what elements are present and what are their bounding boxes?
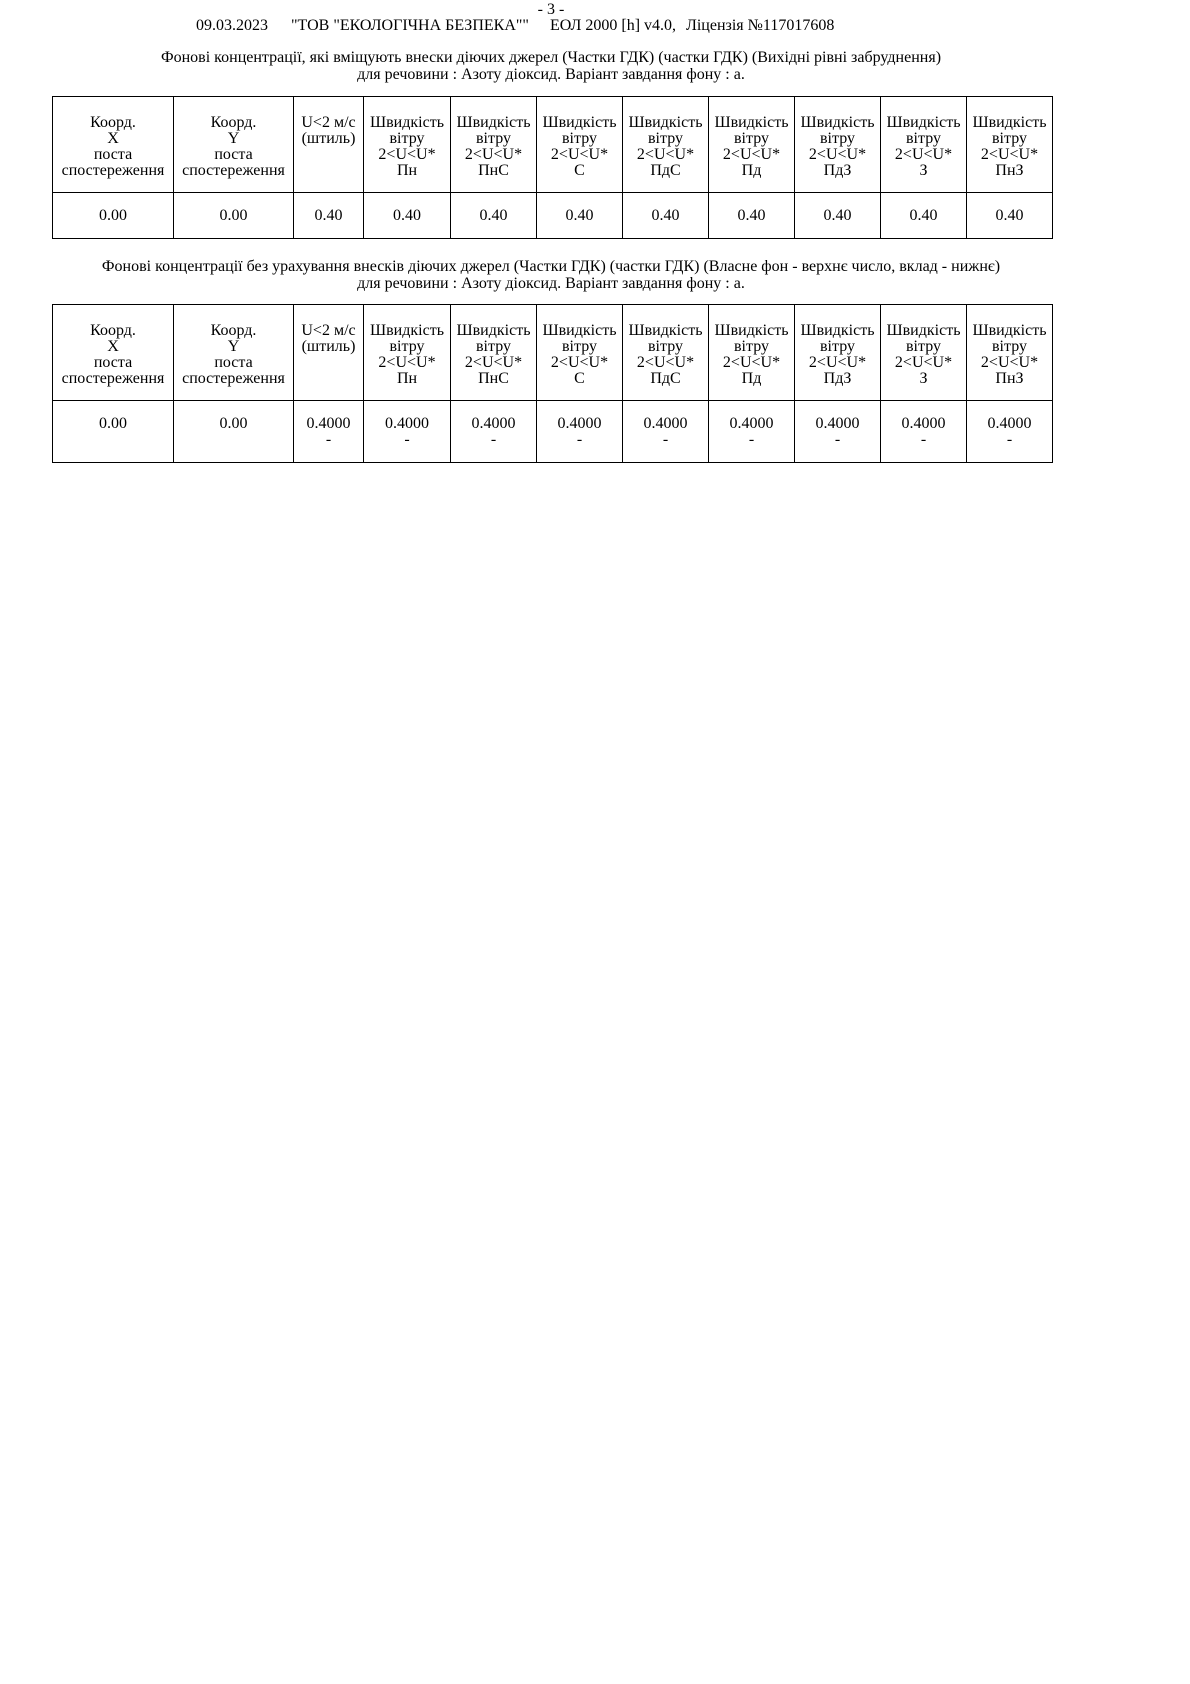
column-header-line: 2<U<U* [636, 354, 695, 371]
table-cell [451, 193, 537, 239]
table-cell [53, 193, 174, 239]
table-cell [623, 401, 709, 463]
table-row [53, 193, 1053, 239]
column-header-line: 2<U<U* [894, 354, 953, 371]
column-header-line: поста [214, 146, 253, 163]
column-header-line: спостереження [182, 162, 285, 179]
table-background-only [52, 304, 1053, 463]
cell-value: - [920, 431, 927, 448]
table-with-sources [52, 96, 1053, 239]
column-header-line: ПдЗ [823, 370, 852, 387]
cell-value: 0.4000 [643, 415, 688, 432]
column-header [451, 305, 537, 401]
cell-value: 0.4000 [557, 415, 602, 432]
column-header [294, 305, 364, 401]
column-header-line: Швидкість [714, 114, 789, 131]
cell-value: - [404, 431, 410, 448]
cell-value: 0.40 [651, 207, 680, 224]
report-date: 09.03.2023 [196, 17, 268, 34]
table-cell [174, 193, 294, 239]
column-header-line: Швидкість [886, 114, 961, 131]
column-header [709, 97, 795, 193]
cell-value: - [748, 431, 755, 448]
section2-title-line1: Фонові концентрації без урахування внесків діючих джерел (Частки ГДК) (частки ГДК) (Власне фон - верхнє число, вклад - нижнє) [101, 258, 1001, 275]
cell-value: 0.40 [823, 207, 852, 224]
column-header [881, 97, 967, 193]
cell-value: 0.00 [99, 415, 127, 432]
column-header-line: вітру [648, 130, 683, 147]
column-header-line: Швидкість [369, 322, 444, 339]
organization-name: "ТОВ "ЕКОЛОГІЧНА БЕЗПЕКА"" [291, 17, 529, 34]
column-header-line: вітру [734, 130, 769, 147]
table-header-row [53, 97, 1053, 193]
table-cell [881, 401, 967, 463]
column-header-line: Швидкість [456, 322, 531, 339]
table-cell [967, 193, 1053, 239]
cell-value: - [1006, 431, 1013, 448]
column-header-line: ПнЗ [995, 370, 1024, 387]
table-cell [537, 401, 623, 463]
column-header-line: ПдС [650, 370, 681, 387]
column-header-line: З [919, 162, 928, 179]
column-header-line: вітру [992, 338, 1027, 355]
column-header [451, 97, 537, 193]
column-header [537, 305, 623, 401]
table-cell [364, 193, 451, 239]
license-number: Ліцензія №117017608 [686, 17, 835, 34]
column-header-line: Пн [396, 370, 418, 387]
column-header-line: 2<U<U* [894, 146, 953, 163]
cell-value: 0.40 [479, 207, 508, 224]
column-header-line: вітру [820, 130, 855, 147]
column-header-line: 2<U<U* [464, 146, 523, 163]
column-header-line: Y [227, 338, 240, 355]
table-cell [451, 401, 537, 463]
cell-value: 0.40 [393, 207, 421, 224]
column-header [623, 305, 709, 401]
column-header [795, 305, 881, 401]
column-header-line: 2<U<U* [550, 354, 609, 371]
column-header [364, 97, 451, 193]
cell-value: 0.4000 [901, 415, 946, 432]
column-header [537, 97, 623, 193]
column-header-line: U<2 м/с [301, 114, 356, 131]
column-header-line: 2<U<U* [378, 146, 436, 163]
column-header-line: Y [227, 130, 240, 147]
column-header-line: поста [93, 146, 133, 163]
column-header-line: Швидкість [542, 322, 617, 339]
cell-value: 0.40 [909, 207, 938, 224]
column-header-line: спостереження [61, 370, 165, 387]
column-header [623, 97, 709, 193]
column-header-line: Швидкість [800, 322, 875, 339]
section1-title [0, 49, 1102, 83]
column-header-line: поста [214, 354, 253, 371]
section1-title-line1: Фонові концентрації, які вміщують внески діючих джерел (Частки ГДК) (частки ГДК) (Вихідні рівні забруднення) [160, 49, 942, 66]
column-header-line: ПнС [478, 162, 509, 179]
column-header [967, 97, 1053, 193]
column-header [709, 305, 795, 401]
table-cell [709, 193, 795, 239]
column-header-line: Швидкість [456, 114, 531, 131]
cell-value: - [834, 431, 841, 448]
column-header-line: Швидкість [628, 114, 703, 131]
table-cell [709, 401, 795, 463]
cell-value: 0.4000 [987, 415, 1032, 432]
column-header-line: Пд [741, 370, 762, 387]
cell-value: 0.4000 [385, 415, 429, 432]
cell-value: - [490, 431, 497, 448]
column-header-line: 2<U<U* [722, 354, 781, 371]
cell-value: - [576, 431, 583, 448]
column-header-line: ПнС [478, 370, 509, 387]
cell-value: 0.40 [565, 207, 594, 224]
cell-value: 0.4000 [471, 415, 516, 432]
table-row [53, 401, 1053, 463]
column-header-line: 2<U<U* [722, 146, 781, 163]
column-header-line: (штиль) [301, 130, 356, 147]
column-header-line: вітру [734, 338, 769, 355]
column-header [53, 97, 174, 193]
column-header-line: 2<U<U* [550, 146, 609, 163]
table-cell [881, 193, 967, 239]
column-header [53, 305, 174, 401]
table-cell [795, 193, 881, 239]
column-header-line: X [107, 130, 119, 147]
column-header-line: вітру [992, 130, 1027, 147]
column-header-line: U<2 м/с [301, 322, 356, 339]
column-header-line: Коорд. [90, 322, 136, 339]
section1-title-line2: для речовини : Азоту діоксид. Варіант завдання фону : а. [357, 66, 745, 83]
cell-value: 0.00 [99, 207, 127, 224]
cell-value: - [662, 431, 669, 448]
column-header-line: Швидкість [972, 114, 1047, 131]
column-header-line: Пн [396, 162, 418, 179]
column-header-line: С [574, 162, 585, 179]
column-header-line: (штиль) [301, 338, 356, 355]
column-header [364, 305, 451, 401]
column-header-line: ПдС [650, 162, 681, 179]
column-header-line: Пд [741, 162, 762, 179]
cell-value: 0.40 [314, 207, 343, 224]
table-cell [364, 401, 451, 463]
column-header [174, 305, 294, 401]
column-header-line: ПнЗ [995, 162, 1024, 179]
column-header [294, 97, 364, 193]
column-header-line: вітру [389, 338, 425, 355]
column-header-line: Швидкість [628, 322, 703, 339]
column-header-line: Швидкість [369, 114, 444, 131]
table-cell [294, 193, 364, 239]
cell-value: 0.00 [219, 415, 248, 432]
cell-value: 0.4000 [306, 415, 351, 432]
column-header-line: спостереження [61, 162, 165, 179]
column-header-line: 2<U<U* [808, 146, 867, 163]
column-header-line: вітру [476, 338, 511, 355]
column-header-line: вітру [906, 338, 941, 355]
table-cell [53, 401, 174, 463]
table-cell [537, 193, 623, 239]
column-header-line: Швидкість [972, 322, 1047, 339]
column-header-line: С [574, 370, 585, 387]
cell-value: 0.40 [737, 207, 766, 224]
column-header [881, 305, 967, 401]
cell-value: 0.4000 [815, 415, 860, 432]
column-header-line: Швидкість [714, 322, 789, 339]
column-header [967, 305, 1053, 401]
column-header-line: 2<U<U* [980, 354, 1039, 371]
column-header-line: вітру [476, 130, 511, 147]
column-header-line: Швидкість [886, 322, 961, 339]
cell-value: 0.4000 [729, 415, 774, 432]
column-header-line: вітру [648, 338, 683, 355]
column-header-line: вітру [562, 130, 597, 147]
cell-value: 0.40 [995, 207, 1024, 224]
column-header-line: 2<U<U* [980, 146, 1039, 163]
column-header-line: вітру [820, 338, 855, 355]
column-header-line: 2<U<U* [808, 354, 867, 371]
software-version: ЕОЛ 2000 [h] v4.0, [550, 17, 677, 34]
cell-value: 0.00 [219, 207, 248, 224]
table-cell [967, 401, 1053, 463]
column-header-line: вітру [906, 130, 941, 147]
column-header [795, 97, 881, 193]
table-cell [795, 401, 881, 463]
column-header-line: Коорд. [210, 322, 257, 339]
column-header-line: X [107, 338, 119, 355]
column-header-line: вітру [562, 338, 597, 355]
section2-title [0, 258, 1102, 292]
cell-value: - [325, 431, 332, 448]
column-header-line: спостереження [182, 370, 285, 387]
column-header-line: ПдЗ [823, 162, 852, 179]
page-number: - 3 - [537, 1, 565, 18]
column-header-line: Коорд. [210, 114, 257, 131]
table-cell [623, 193, 709, 239]
column-header-line: Швидкість [542, 114, 617, 131]
table-cell [294, 401, 364, 463]
column-header-line: 2<U<U* [378, 354, 436, 371]
column-header-line: 2<U<U* [464, 354, 523, 371]
column-header-line: З [919, 370, 928, 387]
column-header [174, 97, 294, 193]
column-header-line: 2<U<U* [636, 146, 695, 163]
table-cell [174, 401, 294, 463]
table-header-row [53, 305, 1053, 401]
section2-title-line2: для речовини : Азоту діоксид. Варіант завдання фону : а. [357, 275, 745, 292]
column-header-line: Швидкість [800, 114, 875, 131]
column-header-line: Коорд. [90, 114, 136, 131]
column-header-line: вітру [389, 130, 425, 147]
column-header-line: поста [93, 354, 133, 371]
